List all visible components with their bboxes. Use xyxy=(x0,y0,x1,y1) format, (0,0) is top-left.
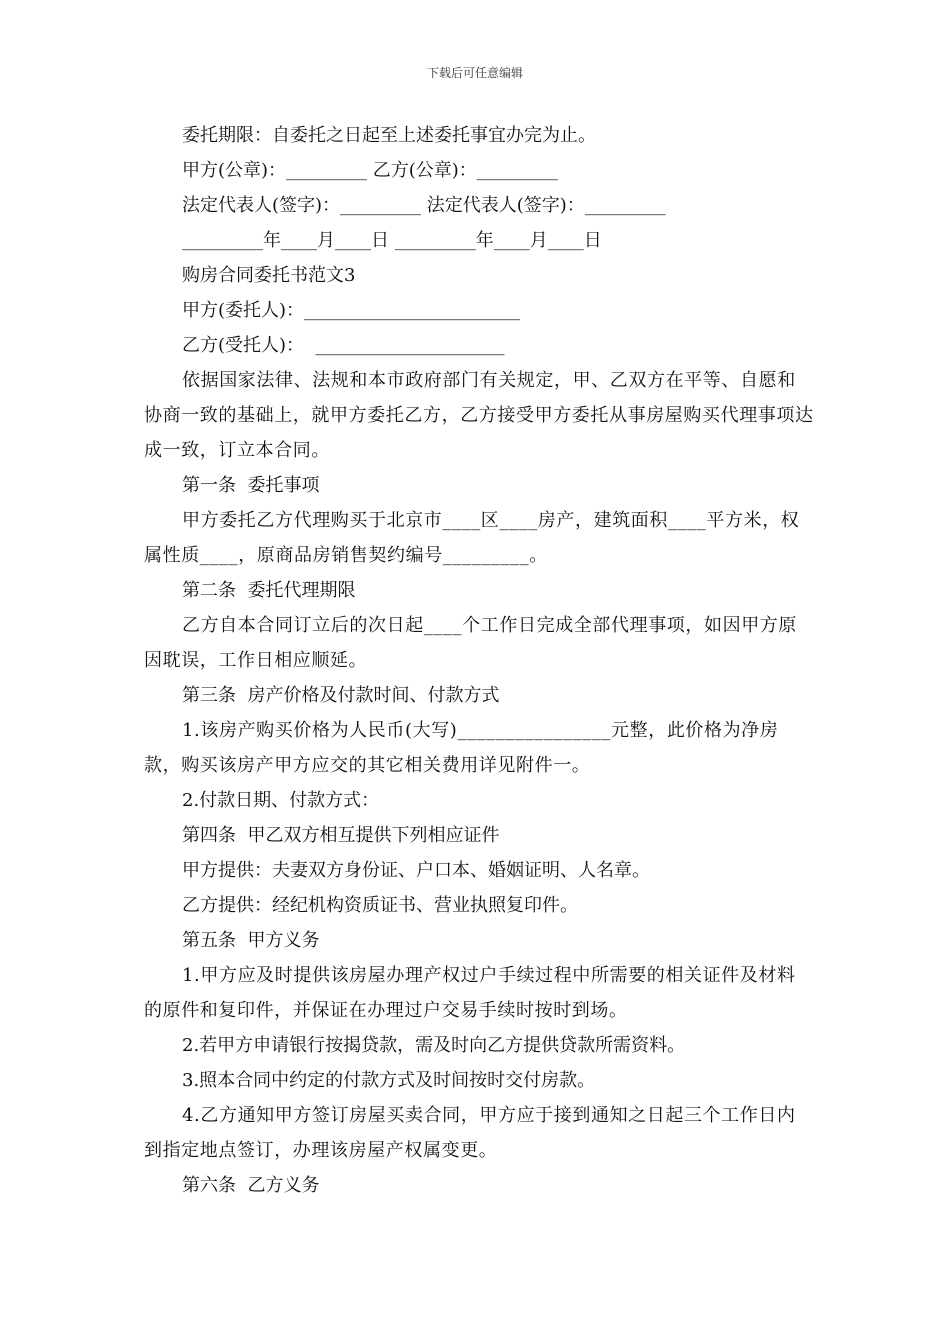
article-2-heading: 第二条 委托代理期限 xyxy=(182,580,356,601)
article-3-item-1: 1.该房产购买价格为人民币(大写)________________元整，此价格为净房款，购买该房产甲方应交的其它相关费用详见附件一。 xyxy=(144,720,779,776)
article-1-heading: 第一条 委托事项 xyxy=(182,475,320,496)
party-b-line: 乙方(受托人)： _____________________ xyxy=(182,335,505,356)
article-5-item-1: 1.甲方应及时提供该房屋办理产权过户手续过程中所需要的相关证件及材料的原件和复印件，并保证在办理过户交易手续时按时到场。 xyxy=(144,965,796,1021)
article-5-item-4: 4.乙方通知甲方签订房屋买卖合同，甲方应于接到通知之日起三个工作日内到指定地点签订，办理该房屋产权属变更。 xyxy=(144,1105,796,1161)
party-a-line: 甲方(委托人)：________________________ xyxy=(182,300,521,321)
legal-rep-signature-line: 法定代表人(签字)：_________ 法定代表人(签字)：_________ xyxy=(182,195,666,216)
seal-signature-line: 甲方(公章)：_________ 乙方(公章)：_________ xyxy=(182,160,558,181)
article-3-item-2: 2.付款日期、付款方式： xyxy=(182,790,380,811)
section-title: 购房合同委托书范文3 xyxy=(182,265,356,286)
document-body xyxy=(144,118,814,1203)
entrust-period-line: 委托期限：自委托之日起至上述委托事宜办完为止。 xyxy=(182,125,596,146)
party-b-documents: 乙方提供：经纪机构资质证书、营业执照复印件。 xyxy=(182,895,578,916)
article-4-heading: 第四条 甲乙双方相互提供下列相应证件 xyxy=(182,825,500,846)
preamble-paragraph: 依据国家法律、法规和本市政府部门有关规定，甲、乙双方在平等、自愿和协商一致的基础上，就甲方委托乙方，乙方接受甲方委托从事房屋购买代理事项达成一致，订立本合同。 xyxy=(144,370,814,461)
article-5-item-2: 2.若甲方申请银行按揭贷款，需及时向乙方提供贷款所需资料。 xyxy=(182,1035,686,1056)
article-6-heading: 第六条 乙方义务 xyxy=(182,1175,320,1196)
article-3-heading: 第三条 房产价格及付款时间、付款方式 xyxy=(182,685,500,706)
header-note: 下载后可任意编辑 xyxy=(426,66,523,80)
article-2-paragraph: 乙方自本合同订立后的次日起____个工作日完成全部代理事项，如因甲方原因耽误，工作日相应顺延。 xyxy=(144,615,797,671)
date-line: _________年____月____日 _________年____月____日 xyxy=(182,230,602,251)
article-1-paragraph: 甲方委托乙方代理购买于北京市____区____房产，建筑面积____平方米，权属性质____，原商品房销售契约编号_________。 xyxy=(144,510,800,566)
party-a-documents: 甲方提供：夫妻双方身份证、户口本、婚姻证明、人名章。 xyxy=(182,860,650,881)
article-5-heading: 第五条 甲方义务 xyxy=(182,930,320,951)
article-5-item-3: 3.照本合同中约定的付款方式及时间按时交付房款。 xyxy=(182,1070,596,1091)
